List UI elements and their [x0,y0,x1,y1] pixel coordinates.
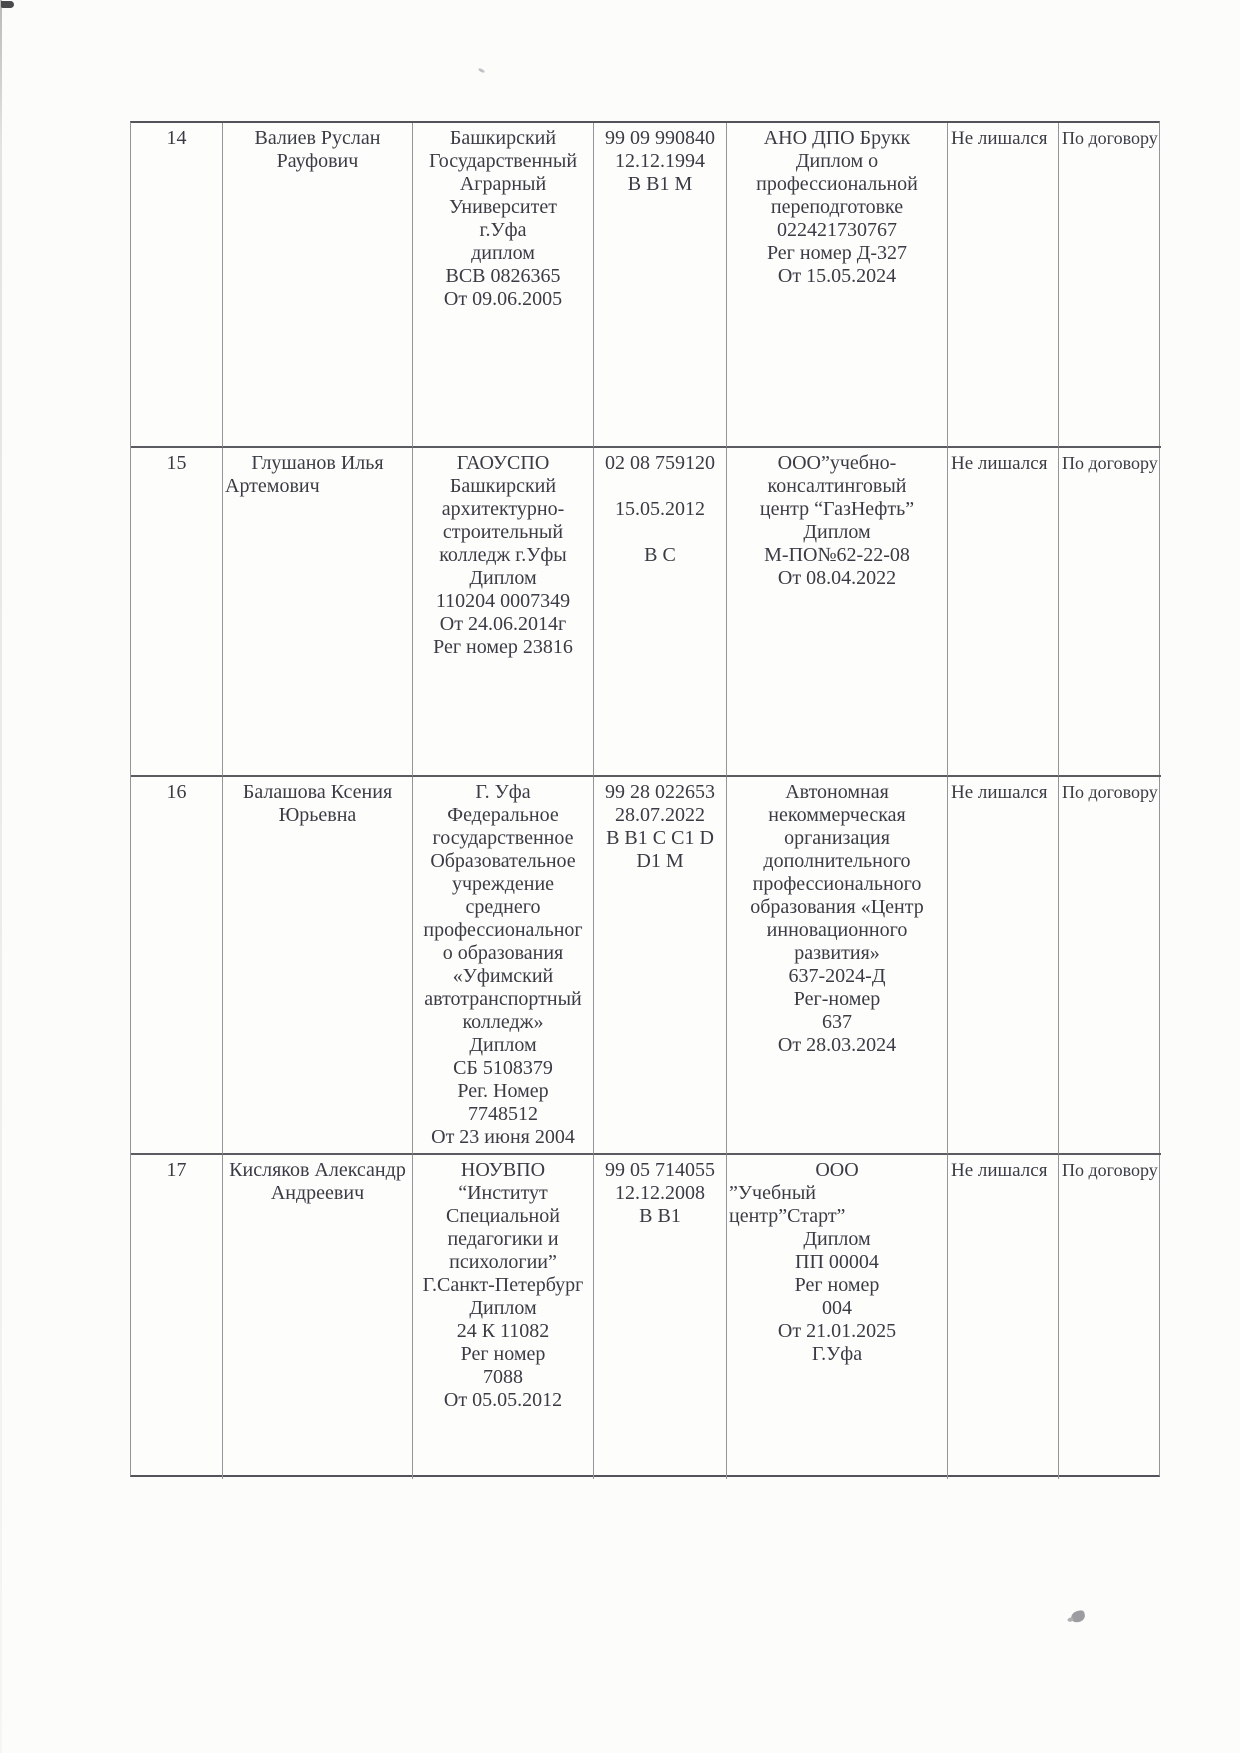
license-cell [594,448,727,777]
text-line: От 24.06.2014г [439,613,567,635]
text-line: архитектурно- [441,498,565,520]
text-line [596,521,724,544]
text-line: Рег. Номер [457,1080,549,1102]
text-line: В С [644,544,676,566]
text-line: «Уфимский [452,965,554,987]
text-line: 004 [822,1297,852,1319]
text-line: профессиональной [756,173,918,195]
text-line: 28.07.2022 [615,804,705,826]
text-line: профессионального [752,873,922,895]
text-line: СБ 5108379 [453,1057,553,1079]
extra-education-cell [727,777,948,1155]
basis-cell: По договору [1059,777,1161,1155]
text-line: Диплом [469,567,537,589]
text-line: консалтинговый [767,475,907,497]
text-line: ООО [815,1159,859,1181]
text-line: Рауфович [276,150,359,172]
license-cell [594,1155,727,1479]
row-number-cell: 15 [131,448,223,777]
text-line: 12.12.1994 [615,150,705,172]
text-line: строительный [442,521,564,543]
text-line: Юрьевна [278,804,357,826]
name-cell [223,123,413,448]
text-line: о образования [442,942,564,964]
education-cell [413,1155,594,1479]
scan-speck [478,68,486,74]
text-line: среднего [465,896,541,918]
status-cell: Не лишался [948,448,1059,777]
text-line: центр “ГазНефть” [759,498,915,520]
education-cell [413,123,594,448]
scan-speck [1,1,14,8]
text-line: дополнительного [763,850,911,872]
text-line: Специальной [446,1205,560,1227]
text-line: Рег номер 23816 [433,636,573,658]
text-line: ВСВ 0826365 [445,265,561,287]
text-line: Артемович [225,475,320,497]
basis-cell: По договору [1062,1160,1158,1180]
text-line: 637-2024-Д [788,965,886,987]
status-cell: Не лишался [948,123,1059,448]
row-number-cell: 14 [131,123,223,448]
text-line: развития» [794,942,880,964]
text-line: психологии” [449,1251,557,1273]
text-line: 15.05.2012 [615,498,705,520]
license-cell [594,777,727,1155]
text-line: диплом [471,242,535,264]
text-line: “Институт [458,1182,548,1204]
text-line: 12.12.2008 [615,1182,705,1204]
extra-education-cell [727,448,948,777]
text-line: г.Уфа [479,219,527,241]
text-line: колледж» [462,1011,544,1033]
text-line: 99 05 714055 [605,1159,715,1181]
text-line: Глушанов Илья [251,452,384,474]
text-line: Рег номер [794,1274,880,1296]
text-line: Диплом [469,1297,537,1319]
text-line: 99 09 990840 [605,127,715,149]
text-line: педагогики и [447,1228,559,1250]
text-line: От 28.03.2024 [777,1034,897,1056]
text-line: 02 08 759120 [605,452,715,474]
text-line: Кисляков Александр [229,1159,406,1181]
row-number-cell: 16 [131,777,223,1155]
text-line: Диплом [469,1034,537,1056]
text-line: Государственный [428,150,578,172]
license-cell [594,123,727,448]
text-line: Диплом о [795,150,879,172]
extra-education-cell [727,1155,948,1479]
text-line: Башкирский [449,475,557,497]
text-line: От 09.06.2005 [443,288,563,310]
text-line: От 23 июня 2004 [431,1126,575,1148]
text-line: Федеральное [447,804,559,826]
text-line: Г.Санкт-Петербург [422,1274,584,1296]
text-line: АНО ДПО Брукк [763,127,911,149]
text-line: ГАОУСПО [456,452,550,474]
status-cell: Не лишался [948,777,1059,1155]
row-number-cell: 17 [131,1155,223,1479]
text-line: Рег-номер [793,988,881,1010]
text-line: 637 [822,1011,852,1033]
text-line: От 21.01.2025 [777,1320,897,1342]
text-line: ”Учебный [729,1182,816,1204]
text-line [596,475,724,498]
text-line: Балашова Ксения [242,781,393,803]
text-line: ООО”учебно- [777,452,897,474]
text-line: От 08.04.2022 [777,567,897,589]
text-line: 022421730767 [777,219,897,241]
text-line: Диплом [803,521,871,543]
education-cell [413,777,594,1155]
text-line: Образовательное [430,850,576,872]
text-line: D1 М [636,850,684,872]
text-line: центр”Старт” [729,1205,846,1227]
basis-cell: По договору [1059,123,1161,448]
scan-edge-shadow [0,0,2,1753]
text-line: НОУВПО [460,1159,546,1181]
text-line: колледж г.Уфы [439,544,567,566]
text-line: автотранспортный [424,988,582,1010]
education-cell [413,448,594,777]
text-line: Рег номер [460,1343,546,1365]
text-line: 7748512 [468,1103,538,1125]
text-line: От 15.05.2024 [777,265,897,287]
text-line: 110204 0007349 [435,590,571,612]
extra-education-cell [727,123,948,448]
text-line: Университет [449,196,557,218]
name-cell [223,448,413,777]
text-line: В В1 [639,1205,681,1227]
text-line: 7088 [483,1366,523,1388]
text-line: инновационного [766,919,908,941]
text-line: учреждение [451,873,555,895]
text-line: Автономная [785,781,889,803]
text-line: Г. Уфа [475,781,531,803]
text-line: Рег номер Д-327 [766,242,908,264]
text-line: переподготовке [770,196,904,218]
text-line: 24 К 11082 [456,1320,550,1342]
text-line: профессиональног [423,919,583,941]
text-line: В В1 М [627,173,693,195]
text-line: некоммерческая [768,804,906,826]
text-line: Аграрный [459,173,547,195]
text-line: В В1 С С1 D [606,827,714,849]
text-line: Г.Уфа [811,1343,863,1365]
text-line: Андреевич [270,1182,365,1204]
text-line: Башкирский [449,127,557,149]
registry-table [130,121,1160,1477]
basis-cell: По договору [1059,448,1161,777]
text-line: Валиев Руслан [254,127,381,149]
name-cell [223,777,413,1155]
text-line: Диплом [803,1228,871,1250]
name-cell [223,1155,413,1479]
text-line: М-ПО№62-22-08 [764,544,910,566]
text-line: государственное [432,827,574,849]
text-line: образования «Центр [750,896,924,918]
scan-speck [1070,1610,1086,1624]
text-line: 99 28 022653 [605,781,715,803]
text-line: ПП 00004 [795,1251,879,1273]
status-cell: Не лишался [948,1155,1059,1479]
text-line: От 05.05.2012 [443,1389,563,1411]
text-line: организация [784,827,890,849]
